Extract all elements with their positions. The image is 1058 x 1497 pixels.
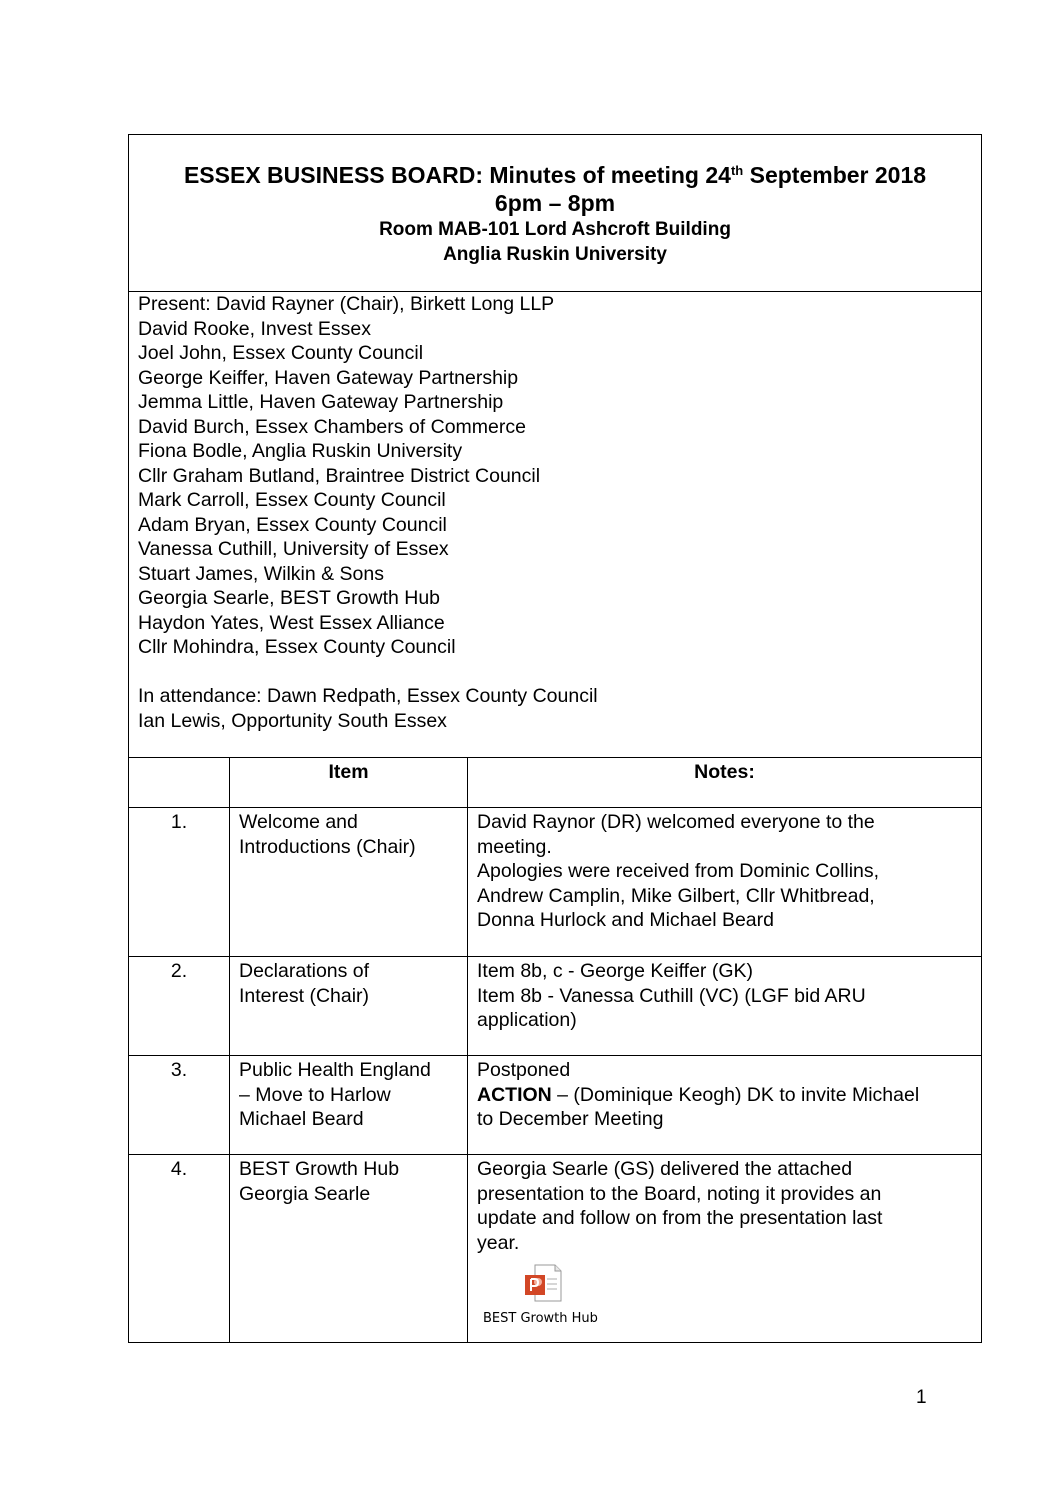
notes-line: Andrew Camplin, Mike Gilbert, Cllr Whitbread,: [477, 884, 875, 907]
notes-line: Item 8b, c - George Keiffer (GK): [477, 960, 753, 982]
notes-line: Donna Hurlock and Michael Beard: [477, 909, 774, 931]
meeting-venue: Anglia Ruskin University: [443, 244, 667, 265]
notes-line: application): [477, 1009, 577, 1031]
present-line: Georgia Searle, BEST Growth Hub: [138, 587, 441, 609]
notes-line: update and follow on from the presentation last: [477, 1207, 883, 1229]
item-notes: [468, 1056, 981, 1154]
item-title-line: Michael Beard: [239, 1108, 364, 1130]
present-line: Jemma Little, Haven Gateway Partnership: [138, 391, 504, 413]
title-suffix: September 2018: [743, 162, 927, 188]
attendees-section: [129, 292, 981, 758]
action-text: – (Dominique Keogh) DK to invite Michael: [551, 1083, 920, 1106]
notes-line: year.: [477, 1231, 520, 1254]
present-line: Cllr Mohindra, Essex County Council: [138, 636, 456, 658]
item-number: 3.: [129, 1056, 230, 1154]
table-row: [129, 808, 981, 957]
present-line: Joel John, Essex County Council: [138, 342, 424, 364]
item-notes: [468, 808, 981, 956]
notes-line: Georgia Searle (GS) delivered the attached: [477, 1158, 853, 1180]
page-title: [129, 161, 981, 189]
notes-line: Postponed: [477, 1059, 571, 1081]
item-title-line: Welcome and: [239, 811, 358, 833]
powerpoint-file-icon: [521, 1263, 565, 1303]
page-number: 1: [916, 1387, 927, 1408]
present-line: Mark Carroll, Essex County Council: [138, 489, 446, 511]
present-line: George Keiffer, Haven Gateway Partnership: [138, 366, 519, 389]
item-notes: [468, 1155, 981, 1342]
notes-line: presentation to the Board, noting it provides an: [477, 1182, 882, 1205]
notes-line: to December Meeting: [477, 1108, 664, 1130]
item-title: [230, 808, 468, 956]
present-line: Haydon Yates, West Essex Alliance: [138, 611, 445, 634]
present-line: Cllr Graham Butland, Braintree District Council: [138, 464, 541, 487]
present-line: Vanessa Cuthill, University of Essex: [138, 538, 449, 560]
item-title-line: Interest (Chair): [239, 984, 370, 1007]
present-line: Stuart James, Wilkin & Sons: [138, 562, 384, 585]
present-line: David Burch, Essex Chambers of Commerce: [138, 415, 526, 438]
item-title-line: Introductions (Chair): [239, 835, 416, 858]
item-title-line: BEST Growth Hub: [239, 1158, 400, 1180]
number-column-header: [129, 758, 230, 807]
notes-line: David Raynor (DR) welcomed everyone to the: [477, 811, 875, 833]
title-text: ESSEX BUSINESS BOARD: Minutes of meeting 24: [183, 162, 731, 188]
embedded-attachment[interactable]: [483, 1263, 613, 1328]
notes-line: Item 8b - Vanessa Cuthill (VC) (LGF bid ARU: [477, 984, 866, 1007]
document-header: [129, 135, 981, 292]
item-notes: [468, 957, 981, 1055]
action-label: ACTION: [477, 1083, 552, 1106]
item-title-line: – Move to Harlow: [239, 1083, 391, 1106]
item-title: [230, 957, 468, 1055]
meeting-time: 6pm – 8pm: [494, 190, 616, 216]
meeting-room: Room MAB-101 Lord Ashcroft Building: [379, 219, 731, 240]
present-line: Fiona Bodle, Anglia Ruskin University: [138, 440, 463, 462]
action-line: [477, 1083, 972, 1108]
title-superscript: th: [730, 163, 744, 178]
item-title-line: Public Health England: [239, 1059, 431, 1081]
present-line: Adam Bryan, Essex County Council: [138, 513, 447, 536]
item-title: [230, 1056, 468, 1154]
minutes-document: [128, 134, 982, 1343]
attachment-label: BEST Growth Hub: [483, 1310, 598, 1326]
table-header-row: [129, 758, 981, 808]
attendance-line: In attendance: Dawn Redpath, Essex County Council: [138, 685, 598, 707]
notes-column-header: Notes:: [694, 761, 755, 783]
table-row: [129, 957, 981, 1056]
present-line: Present: David Rayner (Chair), Birkett Long LLP: [138, 293, 555, 315]
attendance-line: Ian Lewis, Opportunity South Essex: [138, 709, 447, 732]
item-number: 1.: [129, 808, 230, 956]
table-row: [129, 1155, 981, 1342]
item-title-line: Georgia Searle: [239, 1182, 371, 1205]
item-title: [230, 1155, 468, 1342]
item-title-line: Declarations of: [239, 960, 370, 982]
item-number: 2.: [129, 957, 230, 1055]
item-number: 4.: [129, 1155, 230, 1342]
notes-line: Apologies were received from Dominic Collins,: [477, 860, 880, 882]
spacer: [138, 660, 972, 685]
present-line: David Rooke, Invest Essex: [138, 317, 372, 340]
table-row: [129, 1056, 981, 1155]
notes-line: meeting.: [477, 835, 552, 858]
item-column-header: Item: [230, 758, 468, 807]
